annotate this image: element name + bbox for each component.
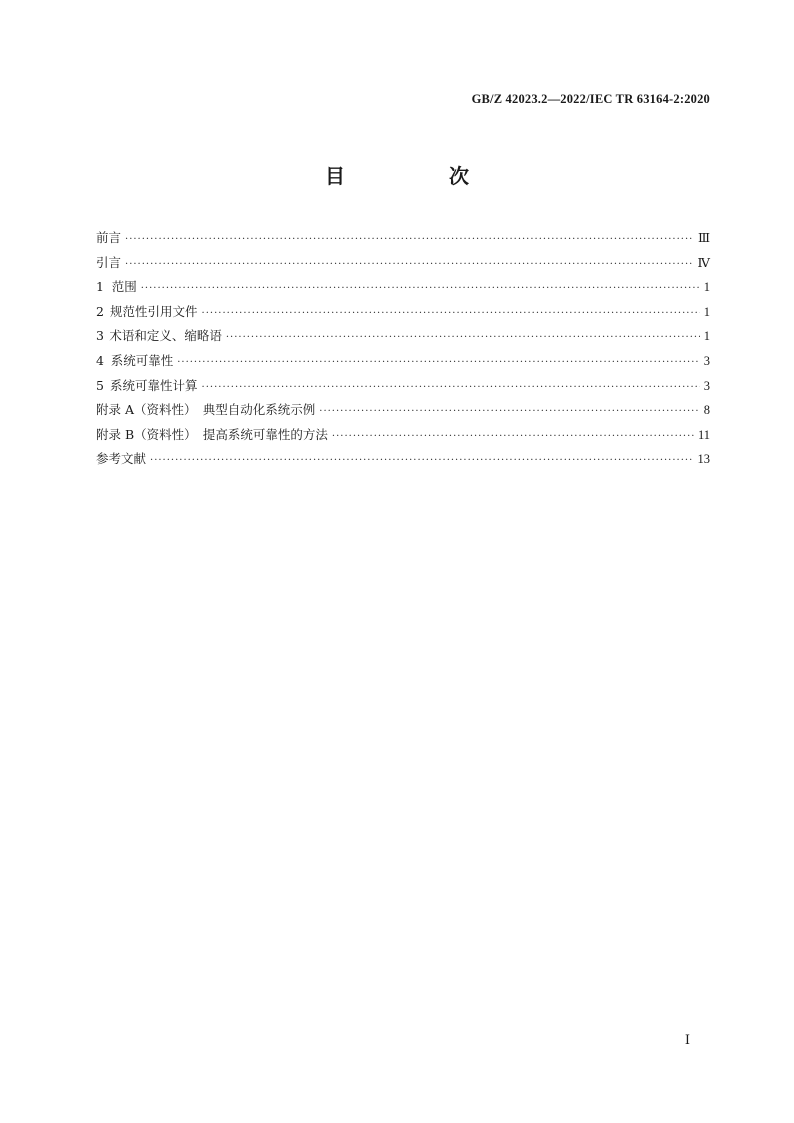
page-title: 目 次 (325, 164, 511, 188)
toc-dot-leader (150, 449, 693, 474)
toc-entry-label: 系统可靠性 (110, 352, 174, 368)
toc-entry-normative-references[interactable] (96, 300, 710, 325)
table-of-contents (96, 226, 710, 472)
toc-entry-terms-definitions[interactable] (96, 324, 710, 349)
toc-dot-leader (202, 302, 700, 327)
toc-entry-foreword[interactable] (96, 226, 710, 251)
toc-dot-leader (125, 253, 693, 278)
toc-entry-number: 4 (96, 352, 104, 368)
toc-entry-page: 1 (703, 280, 710, 295)
toc-dot-leader (332, 425, 694, 450)
toc-entry-label: 范围 (111, 279, 137, 295)
toc-entry-number: 1 (96, 279, 104, 295)
toc-dot-leader (125, 228, 694, 253)
toc-entry-page: 11 (697, 427, 710, 442)
toc-entry-label: 前言 (96, 230, 122, 245)
toc-entry-number: 3 (96, 328, 104, 344)
toc-entry-page: 3 (703, 353, 710, 368)
toc-entry-number: 5 (96, 377, 104, 393)
toc-dot-leader (319, 400, 699, 425)
toc-entry-annex-a[interactable] (96, 398, 710, 423)
toc-entry-system-reliability[interactable] (96, 349, 710, 374)
toc-entry-label: 系统可靠性计算 (110, 377, 198, 393)
toc-entry-reliability-calculation[interactable] (96, 374, 710, 399)
toc-entry-introduction[interactable] (96, 251, 710, 276)
toc-entry-page: 1 (703, 329, 710, 344)
toc-dot-leader (226, 326, 700, 351)
toc-dot-leader (141, 277, 700, 302)
toc-entry-scope[interactable] (96, 275, 710, 300)
toc-entry-label: 参考文献 (96, 451, 147, 467)
standard-code: GB/Z 42023.2—2022/IEC TR 63164-2:2020 (471, 92, 710, 106)
toc-entry-page: 1 (703, 304, 710, 319)
toc-entry-label: 术语和定义、缩略语 (109, 328, 222, 344)
toc-dot-leader (202, 376, 700, 401)
page-number: Ⅰ (684, 1032, 690, 1047)
toc-entry-page: 3 (703, 378, 710, 393)
toc-entry-label: 引言 (96, 254, 122, 270)
standard-code-header (472, 92, 710, 107)
toc-entry-label: 附录 B（资料性） 提高系统可靠性的方法 (96, 426, 328, 442)
toc-entry-label: 规范性引用文件 (110, 303, 198, 319)
toc-entry-page: Ⅲ (697, 231, 710, 245)
toc-entry-bibliography[interactable] (96, 447, 710, 472)
toc-dot-leader (177, 351, 700, 376)
toc-entry-number: 2 (96, 303, 104, 319)
toc-entry-page: 13 (697, 452, 710, 467)
toc-entry-annex-b[interactable] (96, 423, 710, 448)
toc-entry-label: 附录 A（资料性） 典型自动化系统示例 (96, 402, 316, 418)
toc-entry-page: 8 (703, 403, 710, 418)
toc-entry-page: Ⅳ (697, 255, 710, 270)
